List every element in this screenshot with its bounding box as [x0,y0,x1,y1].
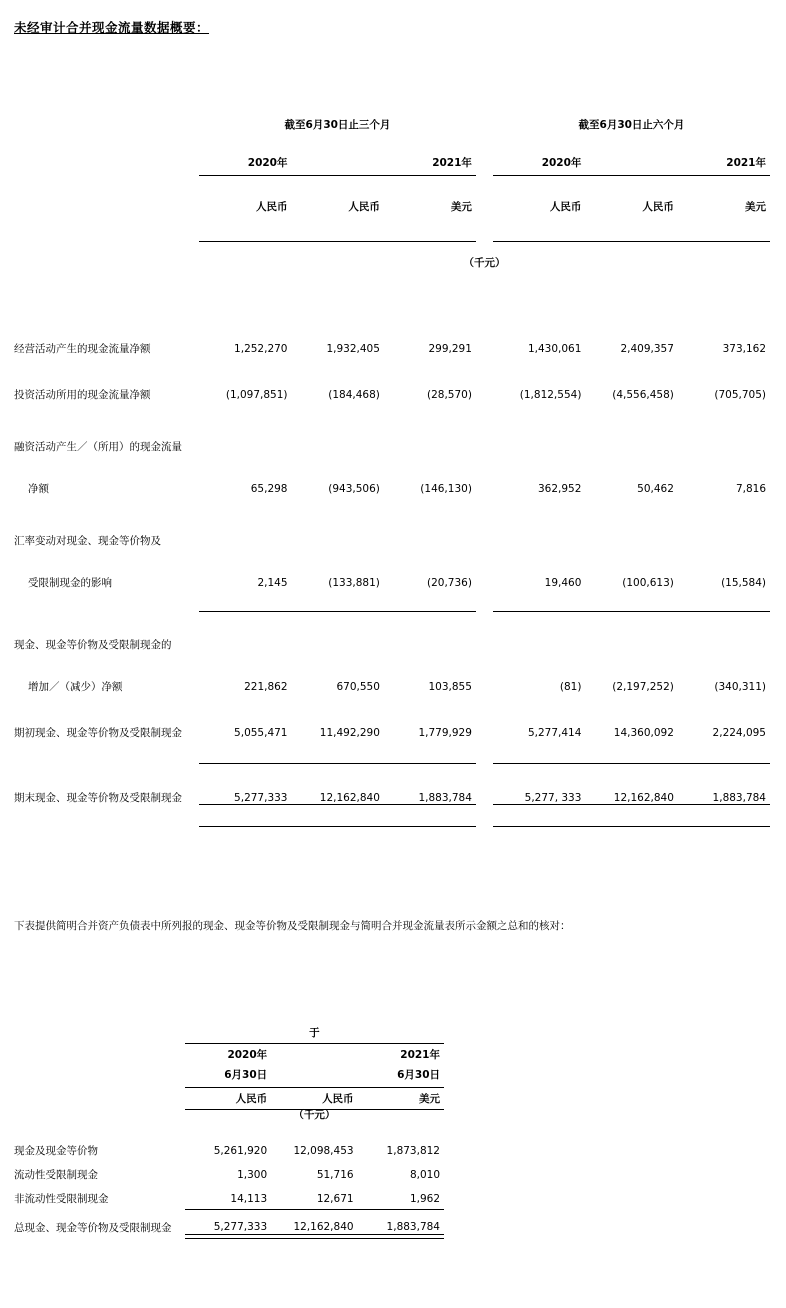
table-row [14,1157,444,1181]
row-label: 流动性受限制现金 [14,1168,98,1181]
table-row [14,622,770,652]
double-rule-col6 [678,805,770,827]
row-label: 融资活动产生／（所用）的现金流量 [14,440,182,453]
row-value: 1,883,784 [712,791,766,804]
row-value: (146,130) [420,482,472,495]
row-value [585,517,677,547]
row-value: (28,570) [426,388,472,401]
recon-year-header-row [14,1050,444,1062]
table-row [14,423,770,453]
recon-currency-3: 美元 [419,1092,440,1105]
row-value [292,517,384,547]
row-label: 经营活动产生的现金流量净额 [14,342,151,355]
currency-header-5: 人民币 [642,200,674,213]
row-value: 12,671 [316,1192,354,1205]
empty-cell [14,202,199,214]
table-row [14,371,770,401]
table-row [14,710,770,740]
row-value: 14,360,092 [613,727,674,740]
recon-top-header-row [14,1028,444,1040]
row-value [585,423,677,453]
row-label: 期初现金、现金等价物及受限制现金 [14,727,182,740]
table-row [14,517,770,547]
recon-unit-note: （千元） [293,1108,336,1121]
spacer-row [14,1121,444,1133]
row-value: 7,816 [735,482,766,495]
rule-col6 [678,589,770,611]
row-value [199,423,291,453]
row-value: 11,492,290 [319,727,380,740]
spacer-row [14,175,770,202]
row-value [678,622,770,652]
row-label: 投资活动所用的现金流量净额 [14,388,151,401]
rule-col2 [292,589,384,611]
row-value [493,423,585,453]
spacer-row [14,355,770,371]
page-title: 未经审计合并现金流量数据概要： [14,20,210,35]
pre-total-rule-row [14,740,770,764]
spacer-row [14,213,770,239]
row-value: 12,162,840 [613,791,674,804]
rule-col6 [678,740,770,764]
row-value: 1,252,270 [234,342,288,355]
empty-cell [476,158,493,170]
year-header-2020-h: 2020年 [541,156,582,169]
row-value: 1,430,061 [527,342,582,355]
year-header-row [14,158,770,170]
recon-unit-note-row [14,1109,444,1121]
row-value: 1,883,784 [386,1221,440,1234]
row-value: 373,162 [722,342,766,355]
currency-header-4: 人民币 [549,200,582,213]
row-value [199,622,291,652]
row-value: 12,162,840 [319,791,380,804]
spacer-row [14,132,770,158]
row-label: 总现金、现金等价物及受限制现金 [14,1221,172,1234]
row-value: (4,556,458) [612,388,674,401]
empty-cell [14,1109,185,1121]
group-header-row [14,120,770,132]
empty-cell [14,258,199,270]
recon-top-header: 于 [309,1027,320,1039]
reconciliation-paragraph: 下表提供简明合并资产负债表中所列报的现金、现金等价物及受限制现金与简明合并现金流量表所示金额之总和的核对： [14,920,571,932]
table-row [14,1181,444,1205]
row-value [292,423,384,453]
double-rule-recon-col2 [271,1234,357,1238]
currency-header-3: 美元 [450,200,472,213]
double-rule-col2 [292,805,384,827]
recon-currency-2: 人民币 [322,1092,354,1105]
rule-col2 [292,740,384,764]
row-value: 2,409,357 [620,342,674,355]
spacer-row [14,611,770,622]
double-rule-col1 [199,805,291,827]
row-value [493,517,585,547]
row-value [493,622,585,652]
row-value: 299,291 [428,342,472,355]
double-rule-col5 [585,805,677,827]
row-value [384,423,476,453]
row-value: 51,716 [316,1168,354,1181]
recon-year-2021: 2021年 [400,1049,440,1062]
row-value: 65,298 [250,482,288,495]
empty-cell [14,120,199,132]
row-value: (20,736) [426,576,472,589]
row-value: (2,197,252) [612,681,674,694]
group-header-three-months: 截至6月30日止三个月 [284,119,391,131]
recon-currency-header-row [14,1094,444,1106]
double-rule-recon-col3 [358,1234,444,1238]
row-value: 8,010 [409,1168,440,1181]
double-rule-col4 [493,805,585,827]
row-value: 2,145 [257,576,288,589]
row-value: (81) [559,681,582,694]
row-value: (184,468) [328,388,380,401]
unit-note-row [14,258,770,270]
row-value: 1,779,929 [418,727,472,740]
recon-year-2020: 2020年 [227,1049,268,1062]
empty-cell [14,1028,185,1040]
row-value: 221,862 [244,681,288,694]
row-value: 103,855 [428,681,472,694]
empty-cell [14,1050,185,1062]
row-value [585,622,677,652]
recon-currency-1: 人民币 [235,1092,268,1105]
row-label: 汇率变动对现金、现金等价物及 [14,534,161,547]
row-value: 12,098,453 [293,1144,354,1157]
rule-col1 [199,589,291,611]
rule-col1 [199,740,291,764]
row-value: (705,705) [714,388,766,401]
year-header-2021-q: 2021年 [432,156,472,169]
table-row [14,664,770,694]
empty-cell [476,202,493,214]
row-value [292,622,384,652]
row-value: 1,883,784 [418,791,472,804]
table-row [14,465,770,495]
row-value: (943,506) [328,482,380,495]
row-value: 14,113 [230,1192,268,1205]
recon-double-rule-row [14,1234,444,1238]
spacer-row [14,453,770,465]
rule-col3 [384,740,476,764]
rule-col5 [585,740,677,764]
rule-col5 [585,589,677,611]
double-rule-row [14,805,770,827]
table-row [14,325,770,355]
row-value: 670,550 [336,681,380,694]
row-value: 5,277,333 [234,791,288,804]
row-label: 非流动性受限制现金 [14,1192,109,1205]
row-value: 5,261,920 [213,1144,268,1157]
row-value: 5,277,414 [527,727,582,740]
row-value: 1,962 [409,1192,440,1205]
currency-header-6: 美元 [745,200,766,213]
spacer-row [14,547,770,559]
row-value [199,517,291,547]
row-value: (340,311) [714,681,766,694]
row-label: 受限制现金的影响 [28,576,112,589]
double-rule-recon-col1 [185,1234,271,1238]
row-value: 1,932,405 [326,342,380,355]
row-value: (1,097,851) [225,388,288,401]
row-value: 5,277,333 [213,1221,268,1234]
spacer-row [14,495,770,517]
rule-col4 [493,589,585,611]
row-value [384,517,476,547]
double-rule-col3 [384,805,476,827]
row-value: 1,300 [237,1168,268,1181]
year-header-2021-h: 2021年 [726,156,766,169]
currency-header-2: 人民币 [348,200,380,213]
row-value [678,423,770,453]
recon-date-header-row [14,1070,444,1082]
recon-date-2021: 6月30日 [397,1068,440,1081]
row-value: 5,055,471 [234,727,288,740]
row-value: 362,952 [538,482,582,495]
reconciliation-table [14,1028,444,1239]
empty-cell [14,1070,185,1082]
row-value: 5,277, 333 [524,791,582,804]
row-label: 现金、现金等价物及受限制现金的 [14,639,172,652]
row-label: 期末现金、现金等价物及受限制现金 [14,792,182,805]
subtotal-rule-row [14,589,770,611]
spacer-row [14,269,770,325]
recon-date-2020: 6月30日 [224,1068,268,1081]
empty-cell [476,120,493,132]
currency-header-1: 人民币 [256,200,288,213]
empty-cell [14,1094,185,1106]
row-value: 19,460 [544,576,582,589]
row-value: 1,873,812 [386,1144,440,1157]
row-value: (15,584) [721,576,766,589]
group-header-six-months: 截至6月30日止六个月 [578,119,685,131]
empty-cell [14,158,199,170]
spacer-row [14,764,770,775]
row-label: 现金及现金等价物 [14,1144,98,1157]
spacer-row [14,694,770,710]
spacer-row [14,401,770,423]
spacer-row [14,241,770,258]
row-label: 增加／（减少）净额 [28,681,123,694]
currency-header-row [14,202,770,214]
table-row-total [14,1209,444,1234]
row-value: 50,462 [637,482,674,495]
row-label: 净额 [28,482,49,495]
table-row [14,1133,444,1157]
unit-note: （千元） [463,256,506,269]
table-row [14,559,770,589]
row-value: (1,812,554) [519,388,582,401]
year-header-2020-q: 2020年 [247,156,288,169]
row-value [678,517,770,547]
rule-col3 [384,589,476,611]
spacer-row [14,652,770,664]
row-value [384,622,476,652]
table-row-total [14,774,770,805]
row-value: 2,224,095 [712,727,766,740]
row-value: 12,162,840 [293,1221,354,1234]
row-value: (133,881) [328,576,380,589]
row-value: (100,613) [622,576,674,589]
cash-flow-summary-table [14,120,770,827]
rule-col4 [493,740,585,764]
